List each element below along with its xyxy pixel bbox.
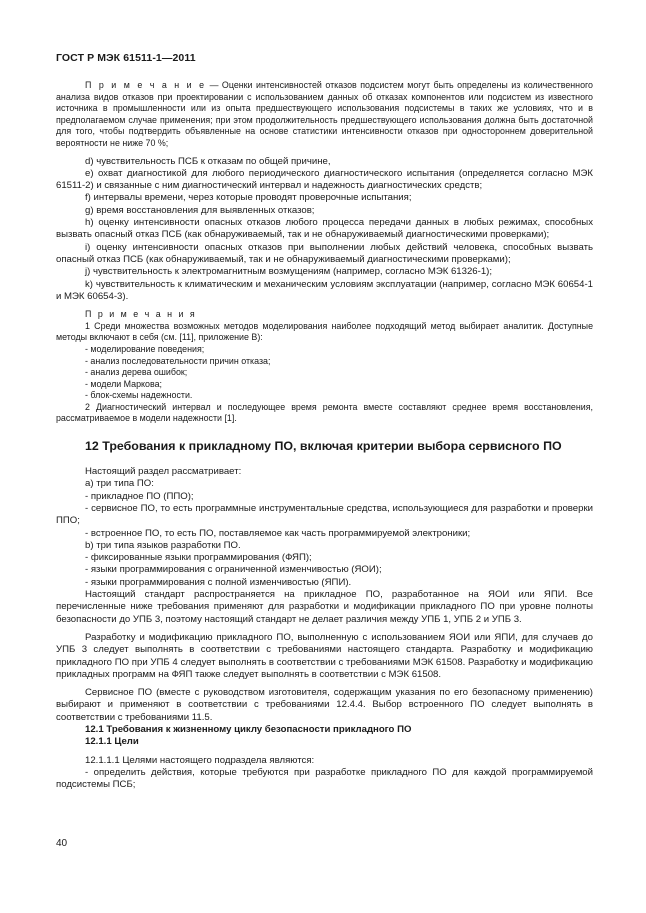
paragraph: Настоящий стандарт распространяется на прикладное ПО, разработанное на ЯОИ или ЯПИ. Все перечисленные ниже требования применяют для разработки и модификации прикладного ПО при уровне полноты безопасности до УПБ 3, поэтому настоящий стандарт не делает различия между УПБ 1, УПБ 2 и УПБ 3. (56, 589, 593, 625)
note-label: П р и м е ч а н и е (85, 80, 207, 90)
page-content (56, 80, 593, 791)
paragraph: Разработку и модификацию прикладного ПО, выполненную с использованием ЯОИ или ЯПИ, для случаев до УПБ 3 следует выполнять в соответствии с требованиями настоящего стандарта. Разработку и модификацию прикладного ПО при УПБ 4 следует выполнять в соответствии с требованиями МЭК 61508. Разработку и модификацию прикладных программ на ФЯП также следует выполнять в соответствии с МЭК 61508. (56, 631, 593, 680)
language-type-item: - языки программирования с полной изменчивостью (ЯПИ). (85, 576, 352, 588)
paragraph: Сервисное ПО (вместе с руководством изготовителя, содержащим указания по его безопасному применению) выбирают и применяют в соответствии с требованиями 12.4.4. Выбор встроенного ПО следует выполнять в соответствии с требованиями 11.5. (56, 687, 593, 723)
list-item-e: e) охват диагностикой для любого периодического диагностического испытания (определяется согласно МЭК 61511-2) и связанные с ним диагностический интервал и надежность диагностических средств; (56, 167, 593, 192)
method-item: - анализ дерева ошибок; (85, 367, 188, 378)
list-item-g: g) время восстановления для выявленных отказов; (85, 204, 315, 216)
note-item-2: 2 Диагностический интервал и последующее время ремонта вместе составляют среднее время восстановления, рассматриваемое в модели надежности [1]. (56, 401, 593, 424)
document-code: ГОСТ Р МЭК 61511-1—2011 (56, 52, 196, 64)
method-item: - модели Маркова; (85, 378, 162, 389)
method-item: - анализ последовательности причин отказа; (85, 355, 271, 366)
list-item-i: i) оценку интенсивности опасных отказов при выполнении любых действий человека, способных вызвать опасный отказ ПСБ (как обнаруживаемый, так и не обнаруживаемый диагностическими проверками); (56, 241, 593, 265)
subsection-heading: 12.1 Требования к жизненному циклу безопасности прикладного ПО (85, 724, 412, 735)
software-type-item: - сервисное ПО, то есть программные инструментальные средства, использующиеся для разработки и проверки ППО; (56, 502, 593, 527)
page-number: 40 (56, 838, 68, 849)
list-item-a: a) три типа ПО: (85, 478, 154, 490)
list-item-d: d) чувствительность ПСБ к отказам по общей причине, (85, 155, 331, 167)
method-item: - блок-схемы надежности. (85, 390, 193, 401)
note-text: — Оценки интенсивностей отказов подсистем могут быть определены из количественного анализа видов отказов при проектировании с использованием данных об отказах компонентов или подсистем из известного источника в промышленности или из опыта предшествующего использования подсистемы в таких же условиях, что и в предполагаемом случае применения; при этом продолжительность предшествующего использования должна быть достаточной для того, чтобы подтвердить объявленные на основе статистики интенсивности отказов при одностороннем доверительной вероятности не ниже 70 %; (56, 80, 593, 148)
list-item-h: h) оценку интенсивности опасных отказов любого процесса передачи данных в любых режимах, способных вызвать опасный отказ ПСБ (как обнаруживаемый, так и не обнаруживаемый диагностическими проверками); (56, 217, 593, 241)
software-type-item: - встроенное ПО, то есть ПО, поставляемое как часть программируемой электроники; (85, 527, 471, 539)
notes-block (56, 309, 593, 425)
list-item-k: k) чувствительность к климатическим и механическим условиям эксплуатации (например, согласно МЭК 60654-1 и МЭК 60654-3). (56, 278, 593, 302)
software-type-item: - прикладное ПО (ППО); (85, 490, 194, 502)
section-heading: 12 Требования к прикладному ПО, включая критерии выбора сервисного ПО (85, 439, 562, 454)
subsubsection-heading: 12.1.1 Цели (85, 736, 139, 748)
list-item-b: b) три типа языков разработки ПО. (85, 539, 241, 551)
list-item-j: j) чувствительность к электромагнитным возмущениям (например, согласно МЭК 61326-1); (85, 266, 493, 278)
paragraph: 12.1.1.1 Целями настоящего подраздела являются: (85, 754, 315, 766)
note-paragraph (56, 80, 593, 150)
list-item-f: f) интервалы времени, через которые проводят проверочные испытания; (85, 192, 412, 204)
notes-label: П р и м е ч а н и я (85, 309, 197, 320)
paragraph: - определить действия, которые требуются при разработке прикладного ПО для каждой программируемой подсистемы ПСБ; (56, 766, 593, 791)
language-type-item: - языки программирования с ограниченной изменчивостью (ЯОИ); (85, 564, 382, 576)
language-type-item: - фиксированные языки программирования (ФЯП); (85, 552, 312, 564)
section-intro: Настоящий раздел рассматривает: (85, 466, 242, 478)
note-item-1: 1 Среди множества возможных методов моделирования наиболее подходящий метод выбирает аналитик. Доступные методы включают в себя (см. [11], приложение B): (56, 320, 593, 343)
method-item: - моделирование поведения; (85, 343, 205, 354)
